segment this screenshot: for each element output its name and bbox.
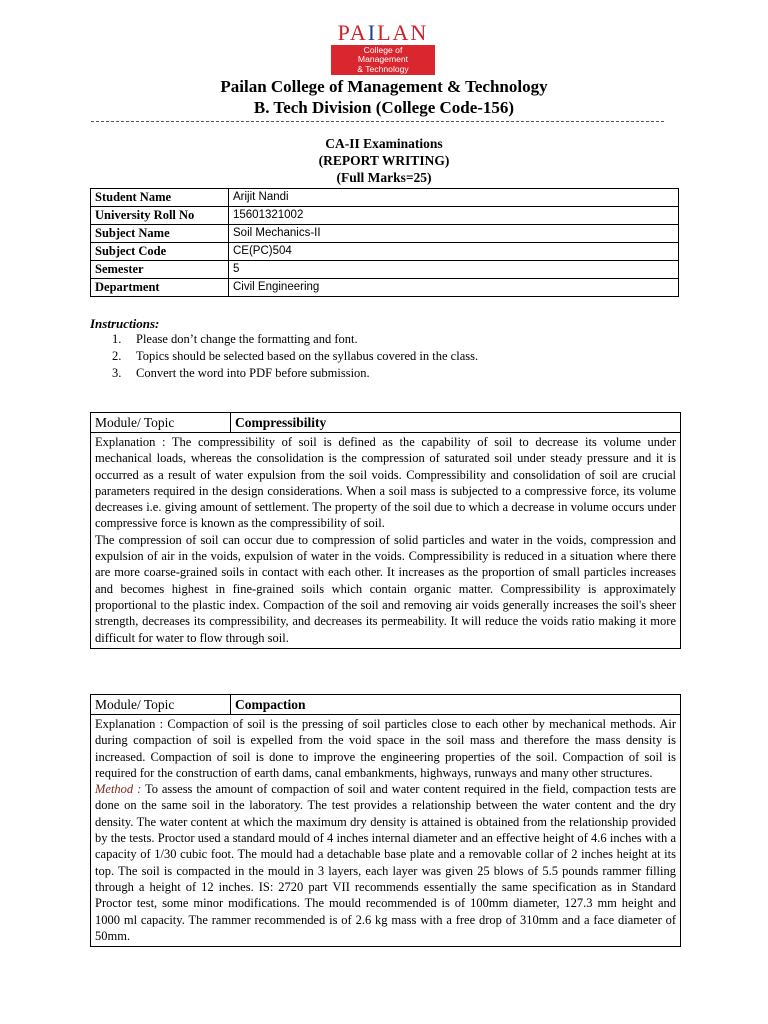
list-item: 2. Topics should be selected based on the syllabus covered in the class.	[112, 349, 479, 363]
module-body	[91, 715, 680, 946]
student-info-table	[90, 188, 679, 297]
table-row: Semester 5	[91, 261, 679, 279]
table-row: Subject Code CE(PC)504	[91, 243, 679, 261]
list-item: 3. Convert the word into PDF before submission.	[112, 366, 370, 380]
paragraph: Explanation : Compaction of soil is the pressing of soil particles close to each other by mechanical methods. Air during compaction of soil is expelled from the void space in the soil mass and therefore the mass density is increased. Compaction of soil is done to improve the engineering properties of the soil. Compaction of soil is required for the construction of earth dams, canal embankments, highways, runways and many other structures.	[95, 717, 676, 780]
instructions-heading: Instructions:	[90, 316, 160, 331]
college-logo	[331, 22, 435, 75]
method-label: Method :	[95, 782, 142, 797]
module-topic: Compressibility	[235, 415, 327, 430]
paragraph: Method : To assess the amount of compaction of soil and water content required in the field, compaction tests are done on the same soil in the laboratory. The test provides a relationship between the water content and the dry density. The water content at which the maximum dry density is attained is obtained from the relationship provided by the tests. Proctor used a standard mould of 4 inches internal diameter and an effective height of 4.6 inches with a capacity of 1/30 cubic foot. The mould had a detachable base plate and a removable collar of 2 inches height at its top. The soil is compacted in the mould in 3 layers, each layer was given 25 blows of 5.5 pounds rammer filling through a height of 12 inches. IS: 2720 part VII recommends essentially the same specification as in Standard Proctor test, some minor modifications. The mould recommended is of 100mm diameter, 127.3 mm height and 1000 ml capacity. The rammer recommended is of 2.6 kg mass with a free drop of 310mm and a face diameter of 50mm.	[95, 782, 676, 943]
module-label: Module/ Topic	[91, 413, 231, 432]
module-label: Module/ Topic	[91, 695, 231, 714]
exam-marks: (Full Marks=25)	[336, 170, 432, 185]
list-item: 1. Please don’t change the formatting and font.	[112, 332, 358, 346]
module-compaction	[90, 694, 681, 947]
module-compressibility	[90, 412, 681, 649]
instructions-list	[112, 331, 478, 382]
module-header	[91, 413, 680, 433]
table-row: University Roll No 15601321002	[91, 207, 679, 225]
exam-title: CA-II Examinations	[325, 136, 443, 151]
module-header	[91, 695, 680, 715]
module-topic: Compaction	[235, 697, 306, 712]
table-row: Student Name Arijit Nandi	[91, 189, 679, 207]
logo-wordmark: PAILAN	[337, 20, 429, 45]
table-row: Subject Name Soil Mechanics-II	[91, 225, 679, 243]
college-title: Pailan College of Management & Technology	[220, 77, 548, 96]
division-title: B. Tech Division (College Code-156)	[253, 98, 515, 117]
paragraph: The compression of soil can occur due to compression of solid particles and water in the voids, compression and expulsion of air in the voids, expulsion of water in the voids. Compressibility is reduced in a situation where there are more coarse-grained soils in contact with each other. It increases as the proportion of small particles increases and becomes highest in fine-grained soils which contain organic matter. Compressibility is approximately proportional to the plastic index. Compaction of the soil and removing air voids generally increases the soil's sheer strength, decreases its compressibility, and decreases its permeability. It will reduce the voids ratio making it more difficult for water to flow through soil.	[95, 532, 676, 645]
paragraph: Explanation : The compressibility of soil is defined as the capability of soil to decrease its volume under mechanical loads, whereas the consolidation is the compression of saturated soil under steady pressure and it is occurred as a result of water expulsion from the soil voids. Compressibility and consolidation of soil are crucial parameters required in the design considerations. When a soil mass is subjected to a compressive force, its volume decreases i.e. giving amount of settlement. The property of the soil due to which a decrease in volume occurs under compressive force is known as the compressibility of soil.	[95, 435, 676, 531]
exam-subtitle: (REPORT WRITING)	[318, 153, 450, 168]
module-body	[91, 433, 680, 648]
logo-banner: College of Management & Technology	[331, 45, 435, 75]
table-row: Department Civil Engineering	[91, 279, 679, 297]
header-divider	[91, 121, 664, 122]
